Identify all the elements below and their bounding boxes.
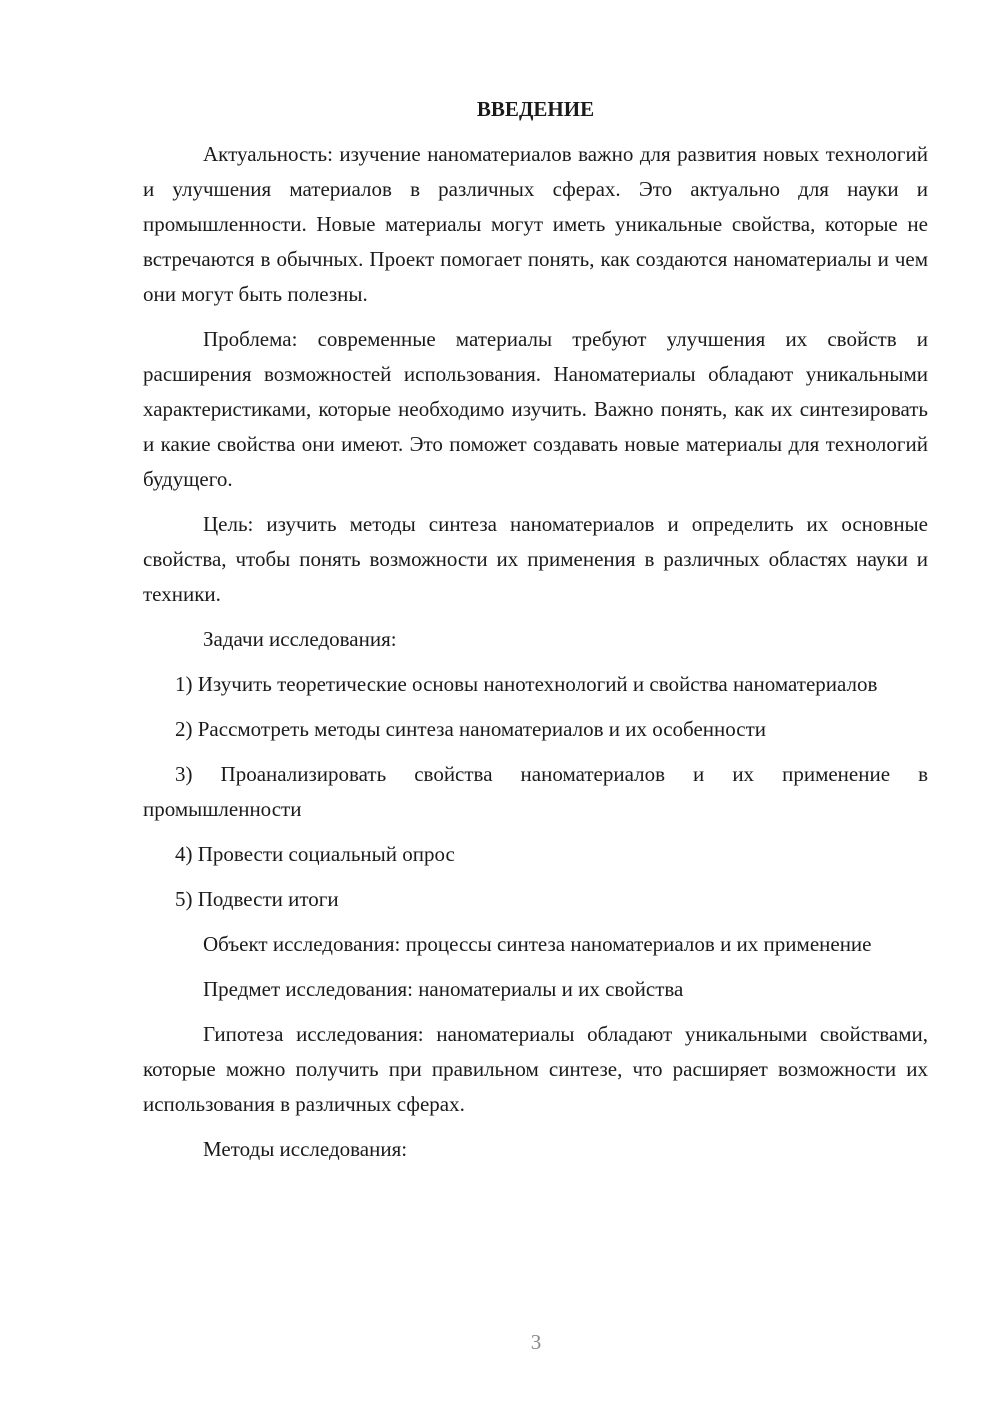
task-item: 5) Подвести итоги bbox=[175, 887, 339, 911]
task-item: 2) Рассмотреть методы синтеза наноматериалов и их особенности bbox=[175, 717, 767, 741]
paragraph-goal: Цель: изучить методы синтеза наноматериалов и определить их основные свойства, чтобы понять возможности их применения в различных областях науки и техники. bbox=[143, 512, 928, 606]
paragraph-object: Объект исследования: процессы синтеза наноматериалов и их применение bbox=[203, 932, 872, 956]
task-item: 3) Проанализировать свойства наноматериалов и их применение в промышленности bbox=[143, 762, 928, 821]
tasks-heading: Задачи исследования: bbox=[203, 627, 397, 651]
task-item: 4) Провести социальный опрос bbox=[175, 842, 455, 866]
paragraph-hypothesis: Гипотеза исследования: наноматериалы обладают уникальными свойствами, которые можно получить при правильном синтезе, что расширяет возможности их использования в различных сферах. bbox=[143, 1022, 928, 1116]
paragraph-subject: Предмет исследования: наноматериалы и их свойства bbox=[203, 977, 684, 1001]
paragraph-problem: Проблема: современные материалы требуют улучшения их свойств и расширения возможностей использования. Наноматериалы обладают уникальными характеристиками, которые необходимо изучить. Важно понять, как их синтезировать и какие свойства они имеют. Это поможет создавать новые материалы для технологий будущего. bbox=[143, 327, 928, 491]
task-item: 1) Изучить теоретические основы нанотехнологий и свойства наноматериалов bbox=[175, 672, 878, 696]
paragraph-relevance: Актуальность: изучение наноматериалов важно для развития новых технологий и улучшения материалов в различных сферах. Это актуально для науки и промышленности. Новые материалы могут иметь уникальные свойства, которые не встречаются в обычных. Проект помогает понять, как создаются наноматериалы и чем они могут быть полезны. bbox=[143, 142, 928, 306]
page-number: 3 bbox=[530, 1330, 542, 1354]
methods-heading: Методы исследования: bbox=[203, 1137, 408, 1161]
document-body bbox=[143, 92, 928, 1177]
page-title: ВВЕДЕНИЕ bbox=[476, 97, 595, 121]
